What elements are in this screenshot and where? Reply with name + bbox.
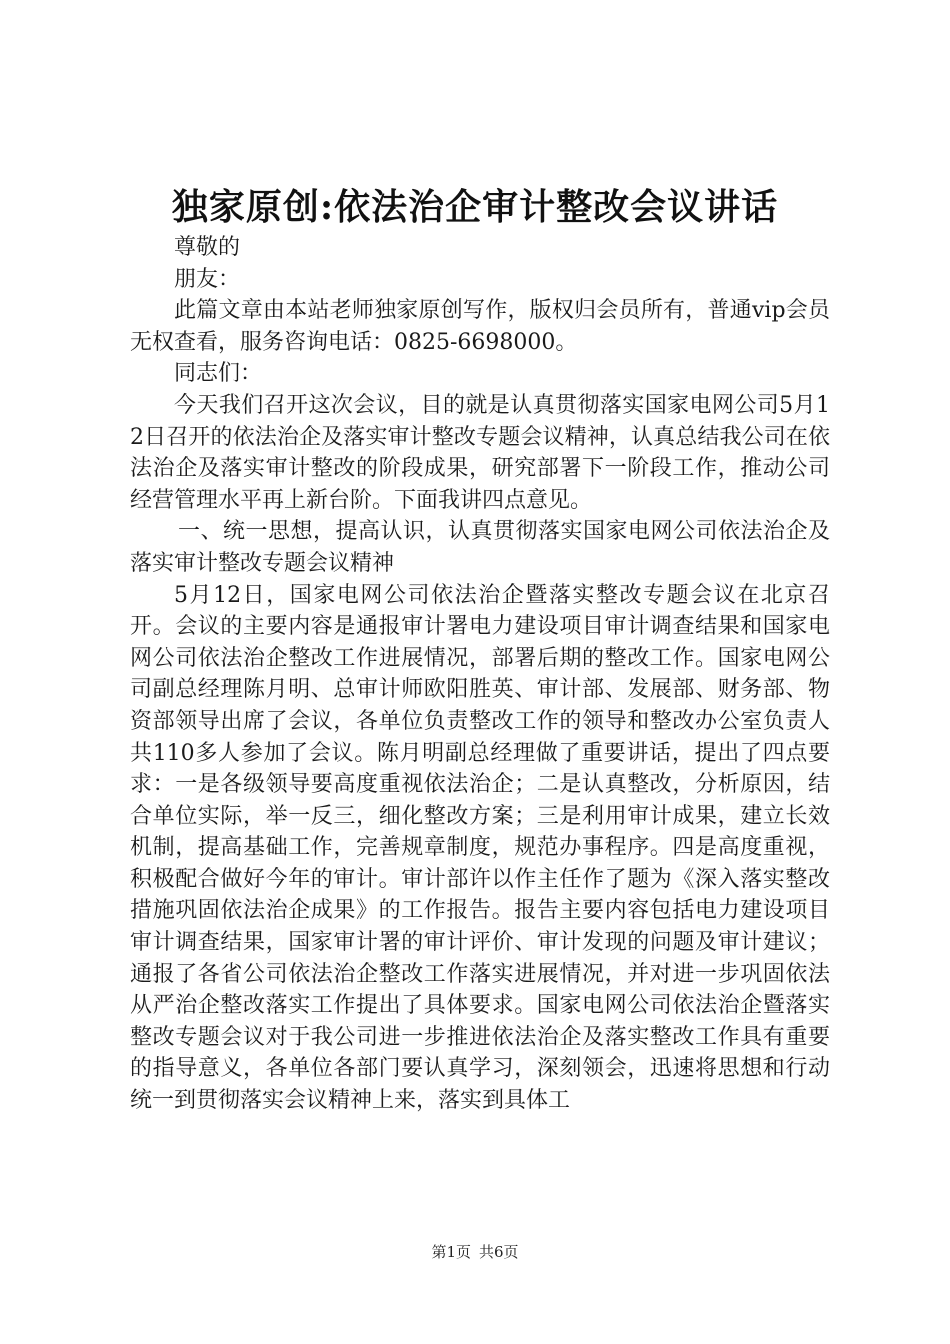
copyright-notice: 此篇文章由本站老师独家原创写作，版权归会员所有，普通vip会员无权查看，服务咨询电话：0825-6698000。 [130, 298, 830, 355]
section-heading-1: 一、统一思想，提高认识，认真贯彻落实国家电网公司依法治企及落实审计整改专题会议精神 [130, 519, 830, 576]
page-total: 共6页 [479, 1243, 519, 1261]
section-1-paragraph: 5月12日，国家电网公司依法治企暨落实整改专题会议在北京召开。会议的主要内容是通报审计署电力建设项目审计调查结果和国家电网公司依法治企整改工作进展情况，部署后期的整改工作。国家电网公司副总经理陈月明、总审计师欧阳胜英、审计部、发展部、财务部、物资部领导出席了会议，各单位负责整改工作的领导和整改办公室负责人共110多人参加了会议。陈月明副总经理做了重要讲话，提出了四点要求：一是各级领导要高度重视依法治企；二是认真整改，分析原因，结合单位实际，举一反三，细化整改方案；三是利用审计成果，建立长效机制，提高基础工作，完善规章制度，规范办事程序。四是高度重视，积极配合做好今年的审计。审计部许以作主任作了题为《深入落实整改措施巩固依法治企成果》的工作报告。报告主要内容包括电力建设项目审计调查结果，国家审计署的审计评价、审计发现的问题及审计建议；通报了各省公司依法治企整改工作落实进展情况，并对进一步巩固依法从严治企整改落实工作提出了具体要求。国家电网公司依法治企暨落实整改专题会议对于我公司进一步推进依法治企及落实整改工作具有重要的指导意义，各单位各部门要认真学习，深刻领会，迅速将思想和行动统一到贯彻落实会议精神上来，落实到具体工 [130, 582, 830, 1114]
salutation-line-1: 尊敬的 [174, 235, 241, 260]
salutation-line-2: 朋友： [174, 266, 241, 292]
greeting: 同志们： [174, 361, 263, 387]
document-title: 独家原创:依法治企审计整改会议讲话 [171, 186, 779, 228]
page-number: 第1页 [431, 1243, 471, 1261]
intro-paragraph: 今天我们召开这次会议，目的就是认真贯彻落实国家电网公司5月12日召开的依法治企及落实审计整改专题会议精神，认真总结我公司在依法治企及落实审计整改的阶段成果，研究部署下一阶段工作，推动公司经营管理水平再上新台阶。下面我讲四点意见。 [130, 392, 830, 513]
page-footer [0, 1241, 950, 1263]
document-body [130, 232, 830, 1117]
